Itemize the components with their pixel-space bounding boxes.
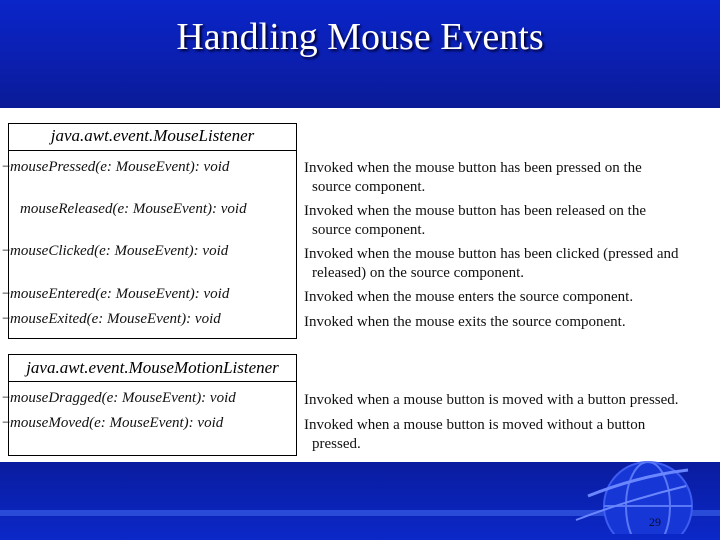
method-mouse-pressed: mousePressed(e: MouseEvent): void: [10, 159, 230, 175]
method-mouse-released: mouseReleased(e: MouseEvent): void: [20, 201, 247, 217]
desc-mouse-dragged: [304, 391, 709, 410]
desc-line: source component.: [312, 179, 426, 195]
desc-mouse-pressed: [304, 159, 709, 197]
desc-mouse-moved: [304, 416, 709, 454]
method-sign: −: [2, 390, 11, 406]
mouse-listener-header: java.awt.event.MouseListener: [9, 124, 296, 151]
desc-line: Invoked when the mouse enters the source component.: [304, 289, 634, 305]
mouse-motion-listener-header: java.awt.event.MouseMotionListener: [9, 355, 296, 382]
method-sign: −: [2, 311, 11, 327]
method-mouse-dragged: mouseDragged(e: MouseEvent): void: [10, 390, 236, 406]
desc-line: released) on the source component.: [312, 265, 524, 281]
desc-mouse-clicked: [304, 245, 709, 283]
method-mouse-entered: mouseEntered(e: MouseEvent): void: [10, 286, 230, 302]
desc-line: Invoked when the mouse button has been clicked (pressed and: [304, 246, 679, 262]
slide-title: Handling Mouse Events: [176, 16, 544, 58]
method-sign: −: [2, 159, 11, 175]
method-sign: −: [2, 415, 11, 431]
desc-line: source component.: [312, 222, 426, 238]
method-mouse-exited: mouseExited(e: MouseEvent): void: [10, 311, 221, 327]
desc-mouse-entered: [304, 288, 709, 307]
mouse-listener-box: [8, 123, 297, 339]
method-mouse-clicked: mouseClicked(e: MouseEvent): void: [10, 243, 229, 259]
desc-mouse-released: [304, 202, 709, 240]
page-number: 29: [649, 515, 661, 529]
desc-line: Invoked when a mouse button is moved with a button pressed.: [304, 392, 679, 408]
desc-line: pressed.: [312, 436, 361, 452]
desc-line: Invoked when the mouse exits the source component.: [304, 314, 626, 330]
desc-line: Invoked when the mouse button has been pressed on the: [304, 160, 642, 176]
method-mouse-moved: mouseMoved(e: MouseEvent): void: [10, 415, 224, 431]
method-sign: −: [2, 286, 11, 302]
desc-mouse-exited: [304, 313, 709, 332]
desc-line: Invoked when a mouse button is moved without a button: [304, 417, 646, 433]
desc-line: Invoked when the mouse button has been released on the: [304, 203, 646, 219]
globe-icon: [568, 456, 698, 534]
method-sign: −: [2, 243, 11, 259]
